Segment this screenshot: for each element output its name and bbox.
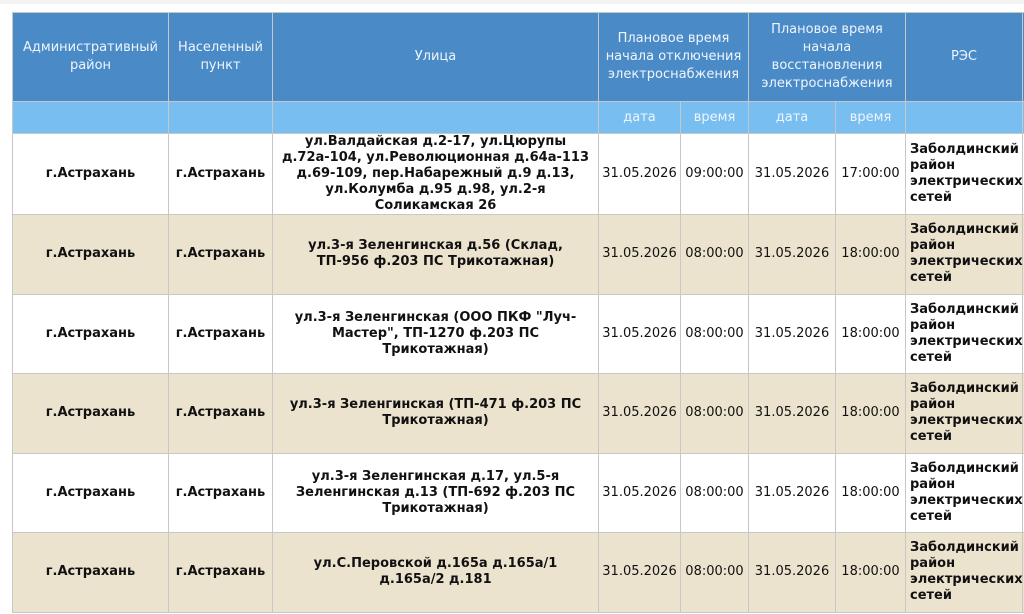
cell-settlement: г.Астрахань bbox=[169, 294, 273, 374]
cell-res: Заболдинский район электрических сетей bbox=[906, 374, 1023, 454]
cell-on-time: 18:00:00 bbox=[836, 294, 906, 374]
cell-on-date: 31.05.2026 bbox=[749, 215, 836, 295]
cell-street: ул.С.Перовской д.165а д.165а/1 д.165а/2 д.181 bbox=[273, 533, 599, 613]
subheader-off-time: время bbox=[681, 102, 749, 134]
subheader-on-time: время bbox=[836, 102, 906, 134]
cell-off-time: 08:00:00 bbox=[681, 374, 749, 454]
cell-on-date: 31.05.2026 bbox=[749, 294, 836, 374]
cell-district: г.Астрахань bbox=[13, 215, 169, 295]
cell-on-date: 31.05.2026 bbox=[749, 134, 836, 215]
subheader-empty bbox=[169, 102, 273, 134]
header-settlement: Населенный пункт bbox=[169, 13, 273, 102]
cell-district: г.Астрахань bbox=[13, 453, 169, 533]
cell-district: г.Астрахань bbox=[13, 294, 169, 374]
cell-on-time: 18:00:00 bbox=[836, 453, 906, 533]
table-row bbox=[13, 294, 1024, 374]
header-restore-time: Плановое время начала восстановления электроснабжения bbox=[749, 13, 906, 102]
cell-district: г.Астрахань bbox=[13, 374, 169, 454]
cell-res: Заболдинский район электрических сетей bbox=[906, 453, 1023, 533]
subheader-off-date: дата bbox=[599, 102, 681, 134]
cell-on-time: 18:00:00 bbox=[836, 215, 906, 295]
table-row bbox=[13, 134, 1024, 215]
cell-street: ул.Валдайская д.2-17, ул.Цюрупы д.72а-104, ул.Революционная д.64а-113 д.69-109, пер.Набарежный д.9 д.13, ул.Колумба д.95 д.98, ул.2-я Соликамская 26 bbox=[273, 134, 599, 215]
subheader-empty bbox=[13, 102, 169, 134]
cell-settlement: г.Астрахань bbox=[169, 453, 273, 533]
cell-street: ул.3-я Зеленгинская д.17, ул.5-я Зеленгинская д.13 (ТП-692 ф.203 ПС Трикотажная) bbox=[273, 453, 599, 533]
cell-off-time: 08:00:00 bbox=[681, 294, 749, 374]
cell-settlement: г.Астрахань bbox=[169, 134, 273, 215]
table-row bbox=[13, 533, 1024, 613]
cell-off-date: 31.05.2026 bbox=[599, 374, 681, 454]
subheader-on-date: дата bbox=[749, 102, 836, 134]
header-street: Улица bbox=[273, 13, 599, 102]
cell-off-time: 09:00:00 bbox=[681, 134, 749, 215]
cell-street: ул.3-я Зеленгинская (ТП-471 ф.203 ПС Трикотажная) bbox=[273, 374, 599, 454]
cell-settlement: г.Астрахань bbox=[169, 533, 273, 613]
cell-off-time: 08:00:00 bbox=[681, 215, 749, 295]
cell-on-date: 31.05.2026 bbox=[749, 533, 836, 613]
table-row bbox=[13, 215, 1024, 295]
cell-res: Заболдинский район электрических сетей bbox=[906, 134, 1023, 215]
cell-on-time: 17:00:00 bbox=[836, 134, 906, 215]
cell-res: Заболдинский район электрических сетей bbox=[906, 215, 1023, 295]
header-off-time: Плановое время начала отключения электроснабжения bbox=[599, 13, 749, 102]
header-district: Административный район bbox=[13, 13, 169, 102]
cell-off-date: 31.05.2026 bbox=[599, 294, 681, 374]
subheader-empty bbox=[273, 102, 599, 134]
cell-on-time: 18:00:00 bbox=[836, 374, 906, 454]
cell-street: ул.3-я Зеленгинская д.56 (Склад, ТП-956 ф.203 ПС Трикотажная) bbox=[273, 215, 599, 295]
table-row bbox=[13, 374, 1024, 454]
cell-on-time: 18:00:00 bbox=[836, 533, 906, 613]
cell-district: г.Астрахань bbox=[13, 134, 169, 215]
cell-off-time: 08:00:00 bbox=[681, 533, 749, 613]
cell-res: Заболдинский район электрических сетей bbox=[906, 533, 1023, 613]
header-res: РЭС bbox=[906, 13, 1023, 102]
outage-schedule-table bbox=[12, 12, 1024, 613]
table-row bbox=[13, 453, 1024, 533]
cell-on-date: 31.05.2026 bbox=[749, 374, 836, 454]
cell-res: Заболдинский район электрических сетей bbox=[906, 294, 1023, 374]
top-divider bbox=[0, 0, 1024, 4]
cell-off-time: 08:00:00 bbox=[681, 453, 749, 533]
cell-off-date: 31.05.2026 bbox=[599, 134, 681, 215]
cell-settlement: г.Астрахань bbox=[169, 215, 273, 295]
subheader-empty bbox=[906, 102, 1023, 134]
cell-on-date: 31.05.2026 bbox=[749, 453, 836, 533]
cell-off-date: 31.05.2026 bbox=[599, 215, 681, 295]
cell-street: ул.3-я Зеленгинская (ООО ПКФ "Луч-Мастер", ТП-1270 ф.203 ПС Трикотажная) bbox=[273, 294, 599, 374]
cell-off-date: 31.05.2026 bbox=[599, 453, 681, 533]
header-row bbox=[13, 13, 1024, 102]
cell-off-date: 31.05.2026 bbox=[599, 533, 681, 613]
cell-settlement: г.Астрахань bbox=[169, 374, 273, 454]
subheader-row bbox=[13, 102, 1024, 134]
cell-district: г.Астрахань bbox=[13, 533, 169, 613]
